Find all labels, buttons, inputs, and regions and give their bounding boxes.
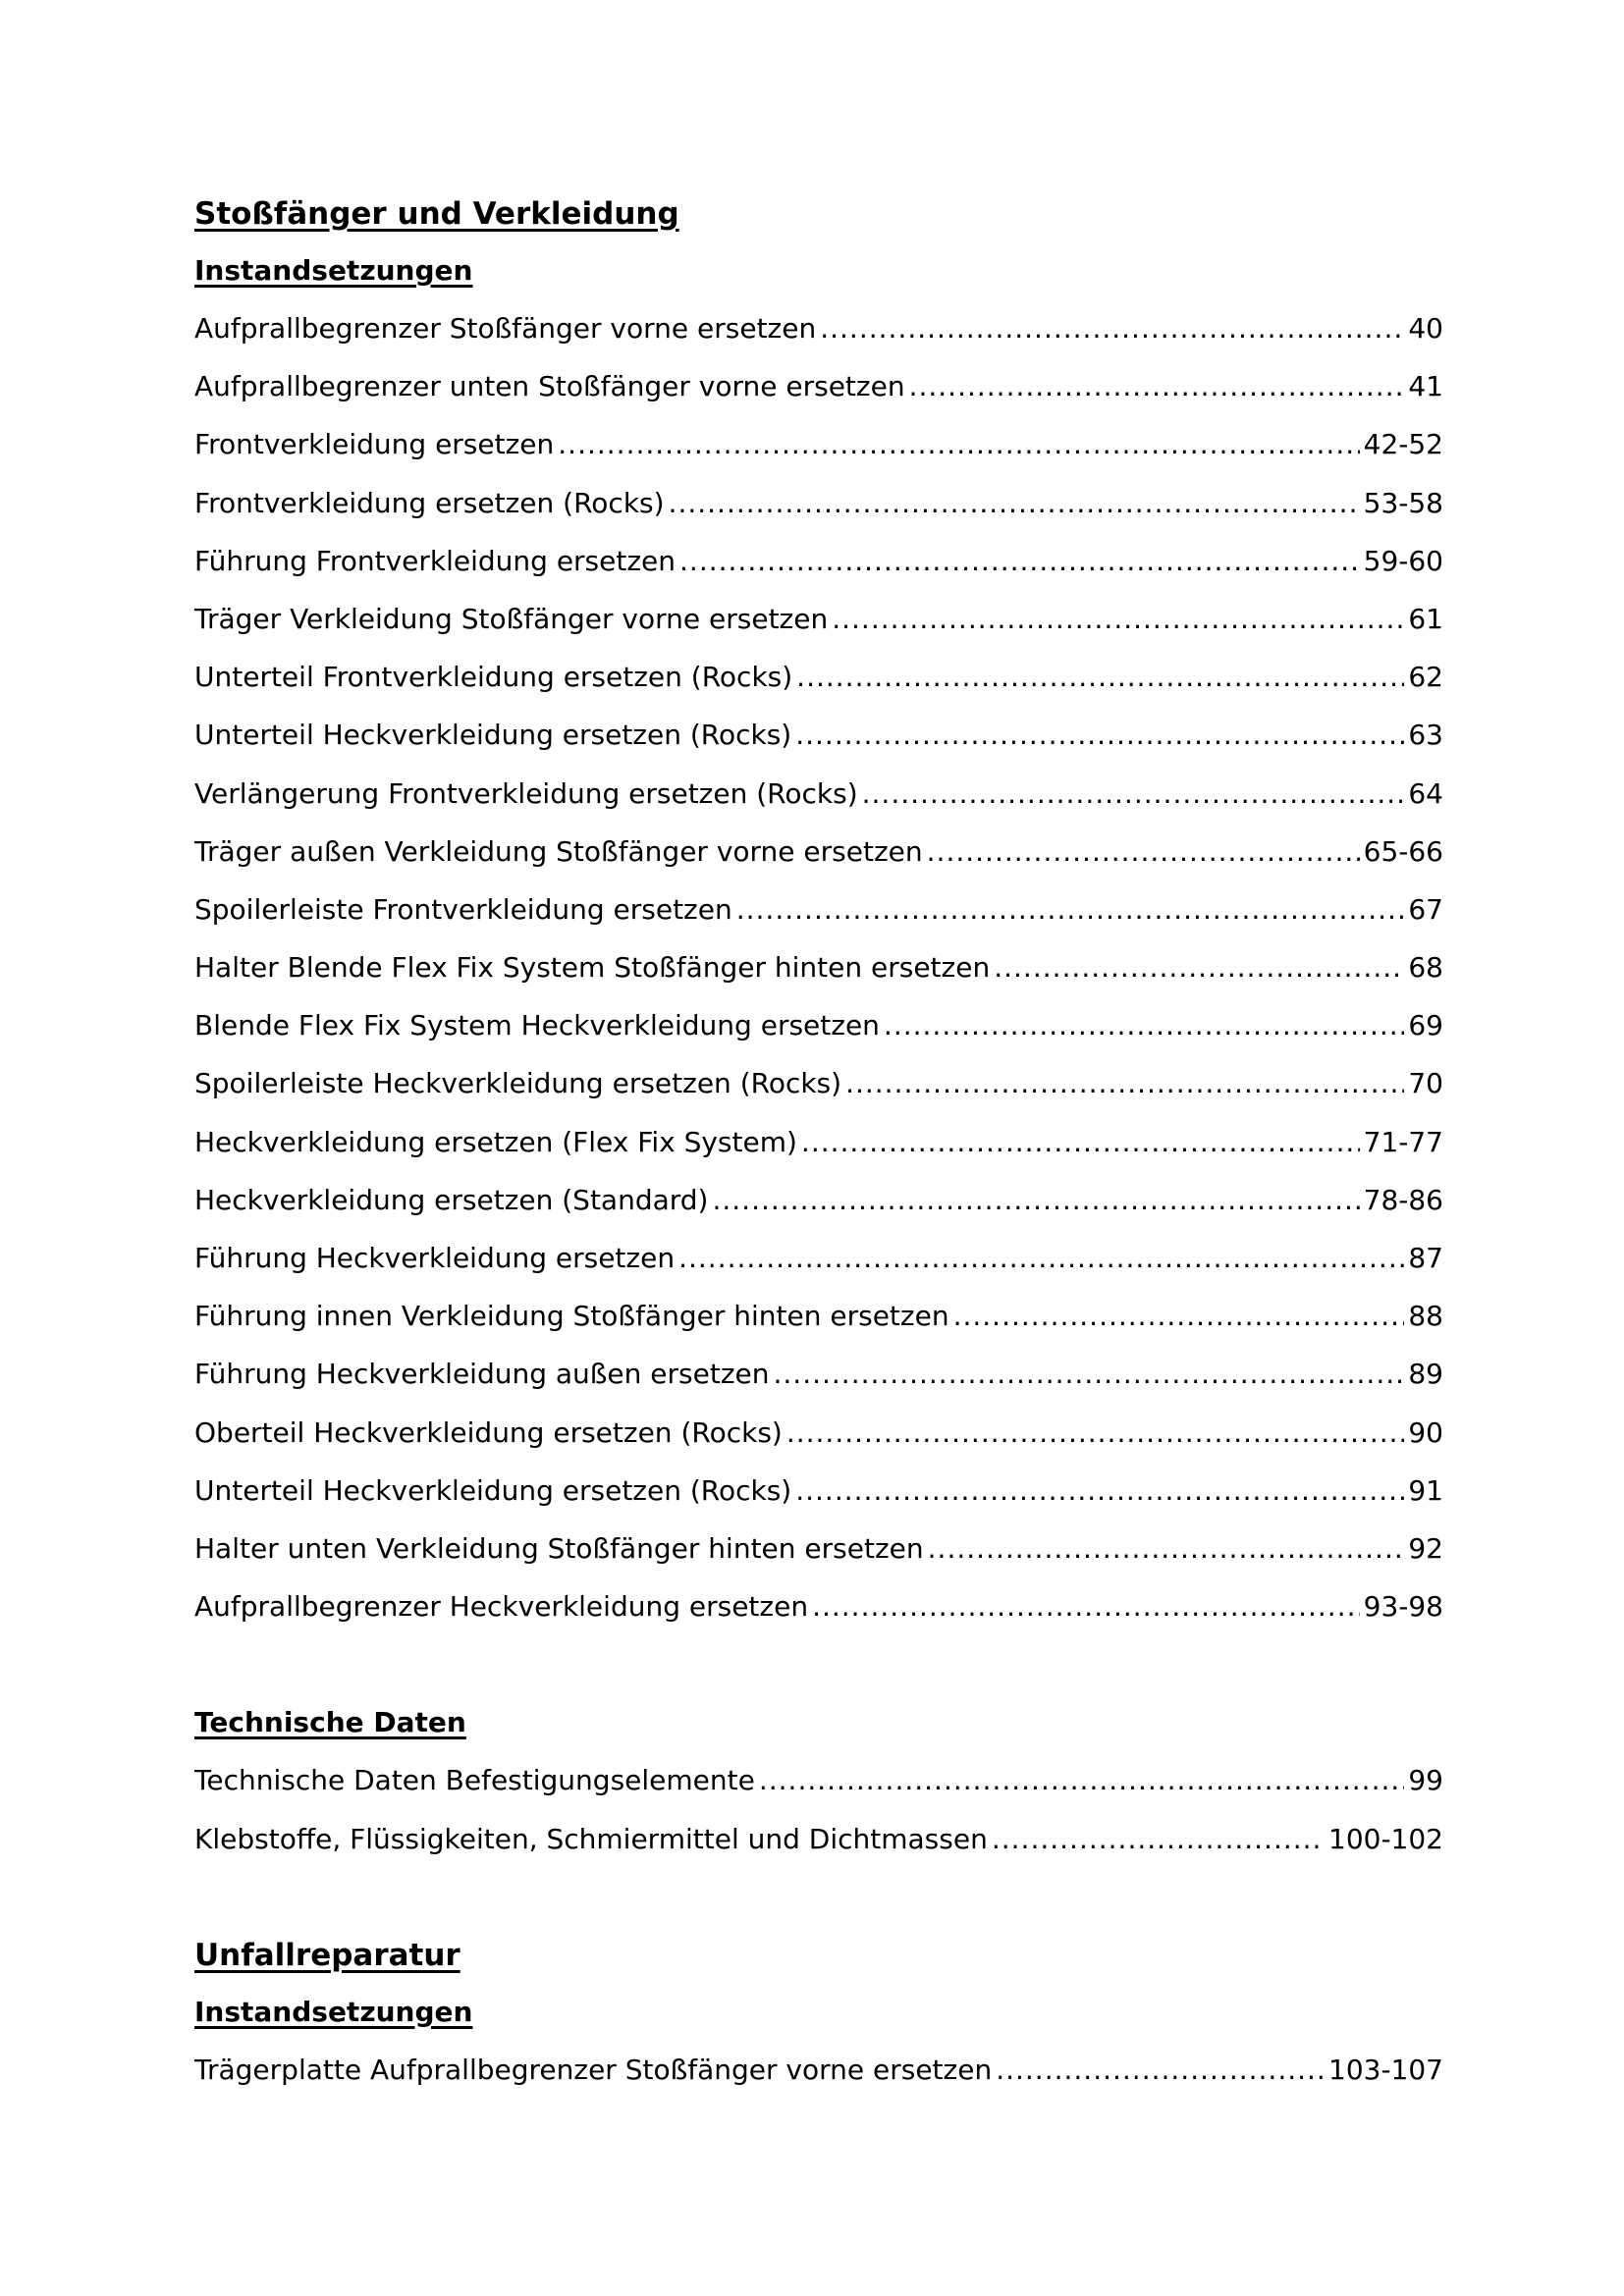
dot-leader bbox=[669, 474, 1360, 532]
dot-leader bbox=[786, 1404, 1405, 1462]
toc-entry-page: 99 bbox=[1408, 1764, 1443, 1797]
toc-entry[interactable] bbox=[194, 1113, 1443, 1171]
dot-leader bbox=[801, 1113, 1360, 1171]
toc-entry-label: Oberteil Heckverkleidung ersetzen (Rocks) bbox=[194, 1415, 783, 1449]
dot-leader bbox=[832, 590, 1404, 648]
toc-entry-label: Aufprallbegrenzer unten Stoßfänger vorne ersetzen bbox=[194, 370, 905, 403]
toc-entry-label: Verlängerung Frontverkleidung ersetzen (Rocks) bbox=[194, 776, 858, 810]
toc-entry-page: 93-98 bbox=[1363, 1590, 1443, 1624]
dot-leader bbox=[994, 938, 1404, 996]
toc-entry-label: Aufprallbegrenzer Heckverkleidung ersetzen bbox=[194, 1590, 809, 1624]
toc-entry[interactable] bbox=[194, 415, 1443, 473]
toc-entry[interactable] bbox=[194, 1462, 1443, 1520]
dot-leader bbox=[795, 706, 1404, 764]
toc-entry-page: 91 bbox=[1408, 1473, 1443, 1507]
toc-entry-page: 62 bbox=[1408, 661, 1443, 694]
toc-entry-page: 65-66 bbox=[1363, 834, 1443, 868]
spacer bbox=[194, 1635, 1443, 1693]
toc-entry[interactable] bbox=[194, 1810, 1443, 1868]
dot-leader bbox=[679, 532, 1360, 590]
toc-entry-label: Heckverkleidung ersetzen (Flex Fix System) bbox=[194, 1125, 797, 1158]
toc-entry[interactable] bbox=[194, 2041, 1443, 2099]
dot-leader bbox=[774, 1345, 1405, 1403]
toc-entry-label: Führung Heckverkleidung ersetzen bbox=[194, 1242, 676, 1274]
toc-entry[interactable] bbox=[194, 357, 1443, 415]
toc-entry-page: 67 bbox=[1408, 892, 1443, 926]
toc-entry-page: 40 bbox=[1408, 312, 1443, 345]
toc-entry[interactable] bbox=[194, 823, 1443, 881]
toc-entry-label: Blende Flex Fix System Heckverkleidung ersetzen bbox=[194, 1009, 880, 1042]
dot-leader bbox=[862, 765, 1405, 823]
dot-leader bbox=[928, 1520, 1405, 1577]
dot-leader bbox=[796, 648, 1404, 706]
spacer bbox=[194, 1868, 1443, 1928]
toc-entry-label: Trägerplatte Aufprallbegrenzer Stoßfänger vorne ersetzen bbox=[194, 2053, 993, 2086]
toc-entry-page: 92 bbox=[1408, 1531, 1443, 1565]
toc-entry-page: 64 bbox=[1408, 776, 1443, 810]
dot-leader bbox=[558, 415, 1359, 473]
toc-entry-label: Träger Verkleidung Stoßfänger vorne ersetzen bbox=[194, 602, 829, 635]
toc-entry[interactable] bbox=[194, 1751, 1443, 1809]
toc-entry[interactable] bbox=[194, 1054, 1443, 1112]
toc-entry[interactable] bbox=[194, 1287, 1443, 1345]
dot-leader bbox=[909, 357, 1405, 415]
toc-entry[interactable] bbox=[194, 648, 1443, 706]
toc-entry[interactable] bbox=[194, 590, 1443, 648]
toc-entry-page: 53-58 bbox=[1363, 486, 1443, 519]
toc-entry-label: Führung innen Verkleidung Stoßfänger hinten ersetzen bbox=[194, 1300, 949, 1333]
toc-entry-page: 68 bbox=[1408, 951, 1443, 985]
toc-entry[interactable] bbox=[194, 1229, 1443, 1287]
toc-entry-label: Halter unten Verkleidung Stoßfänger hinten ersetzen bbox=[194, 1531, 924, 1565]
toc-entry[interactable] bbox=[194, 299, 1443, 357]
toc-entry-page: 90 bbox=[1408, 1415, 1443, 1449]
toc-entry-label: Unterteil Heckverkleidung ersetzen (Rocks) bbox=[194, 1473, 792, 1507]
toc-entry-page: 87 bbox=[1408, 1242, 1443, 1274]
toc-entry[interactable] bbox=[194, 532, 1443, 590]
toc-entry-page: 41 bbox=[1408, 370, 1443, 403]
section-title: Stoßfänger und Verkleidung bbox=[194, 196, 679, 232]
toc-entry[interactable] bbox=[194, 765, 1443, 823]
toc-entry[interactable] bbox=[194, 938, 1443, 996]
dot-leader bbox=[884, 996, 1404, 1054]
toc-list bbox=[194, 1751, 1443, 1867]
toc-entry-page: 61 bbox=[1408, 602, 1443, 635]
toc-entry[interactable] bbox=[194, 881, 1443, 938]
toc-entry[interactable] bbox=[194, 996, 1443, 1054]
dot-leader bbox=[992, 1810, 1325, 1868]
dot-leader bbox=[927, 823, 1360, 881]
dot-leader bbox=[820, 299, 1404, 357]
dot-leader bbox=[678, 1229, 1404, 1287]
toc-list bbox=[194, 299, 1443, 1635]
toc-entry-page: 100-102 bbox=[1328, 1822, 1443, 1855]
toc-entry-label: Spoilerleiste Heckverkleidung ersetzen (Rocks) bbox=[194, 1067, 842, 1100]
toc-entry-page: 63 bbox=[1408, 719, 1443, 752]
toc-entry[interactable] bbox=[194, 1520, 1443, 1577]
toc-entry-page: 71-77 bbox=[1363, 1125, 1443, 1158]
toc-entry-page: 78-86 bbox=[1363, 1183, 1443, 1216]
toc-entry-page: 42-52 bbox=[1363, 428, 1443, 461]
toc-entry-page: 59-60 bbox=[1363, 544, 1443, 577]
toc-entry-page: 103-107 bbox=[1328, 2053, 1443, 2086]
table-of-contents bbox=[194, 187, 1443, 2099]
toc-entry-label: Frontverkleidung ersetzen (Rocks) bbox=[194, 486, 665, 519]
toc-entry-label: Frontverkleidung ersetzen bbox=[194, 428, 555, 461]
toc-entry-label: Unterteil Frontverkleidung ersetzen (Rocks) bbox=[194, 661, 793, 694]
toc-entry-label: Führung Heckverkleidung außen ersetzen bbox=[194, 1358, 770, 1391]
subsection-title: Technische Daten bbox=[194, 1706, 466, 1739]
toc-entry-label: Spoilerleiste Frontverkleidung ersetzen bbox=[194, 892, 732, 926]
toc-entry-label: Technische Daten Befestigungselemente bbox=[194, 1764, 755, 1797]
toc-entry-label: Aufprallbegrenzer Stoßfänger vorne ersetzen bbox=[194, 312, 817, 345]
dot-leader bbox=[845, 1054, 1404, 1112]
toc-entry[interactable] bbox=[194, 1404, 1443, 1462]
dot-leader bbox=[812, 1577, 1360, 1635]
dot-leader bbox=[795, 1462, 1404, 1520]
subsection-title: Instandsetzungen bbox=[194, 254, 473, 287]
toc-entry[interactable] bbox=[194, 1171, 1443, 1229]
toc-entry-label: Unterteil Heckverkleidung ersetzen (Rocks) bbox=[194, 719, 792, 752]
subsection-title: Instandsetzungen bbox=[194, 1995, 473, 2028]
section-title: Unfallreparatur bbox=[194, 1937, 460, 1973]
toc-entry-page: 69 bbox=[1408, 1009, 1443, 1042]
toc-entry[interactable] bbox=[194, 474, 1443, 532]
toc-entry-label: Führung Frontverkleidung ersetzen bbox=[194, 544, 677, 577]
toc-entry[interactable] bbox=[194, 1345, 1443, 1403]
toc-entry-label: Halter Blende Flex Fix System Stoßfänger hinten ersetzen bbox=[194, 951, 991, 985]
dot-leader bbox=[736, 881, 1405, 938]
toc-entry-page: 88 bbox=[1408, 1300, 1443, 1333]
toc-entry-label: Heckverkleidung ersetzen (Standard) bbox=[194, 1183, 709, 1216]
toc-entry-page: 89 bbox=[1408, 1358, 1443, 1391]
dot-leader bbox=[712, 1171, 1359, 1229]
toc-entry-label: Klebstoffe, Flüssigkeiten, Schmiermittel und Dichtmassen bbox=[194, 1822, 988, 1855]
toc-entry[interactable] bbox=[194, 1577, 1443, 1635]
toc-entry-label: Träger außen Verkleidung Stoßfänger vorne ersetzen bbox=[194, 834, 923, 868]
dot-leader bbox=[953, 1287, 1405, 1345]
toc-entry[interactable] bbox=[194, 706, 1443, 764]
dot-leader bbox=[996, 2041, 1325, 2099]
toc-list bbox=[194, 2041, 1443, 2099]
dot-leader bbox=[759, 1751, 1405, 1809]
toc-entry-page: 70 bbox=[1408, 1067, 1443, 1100]
